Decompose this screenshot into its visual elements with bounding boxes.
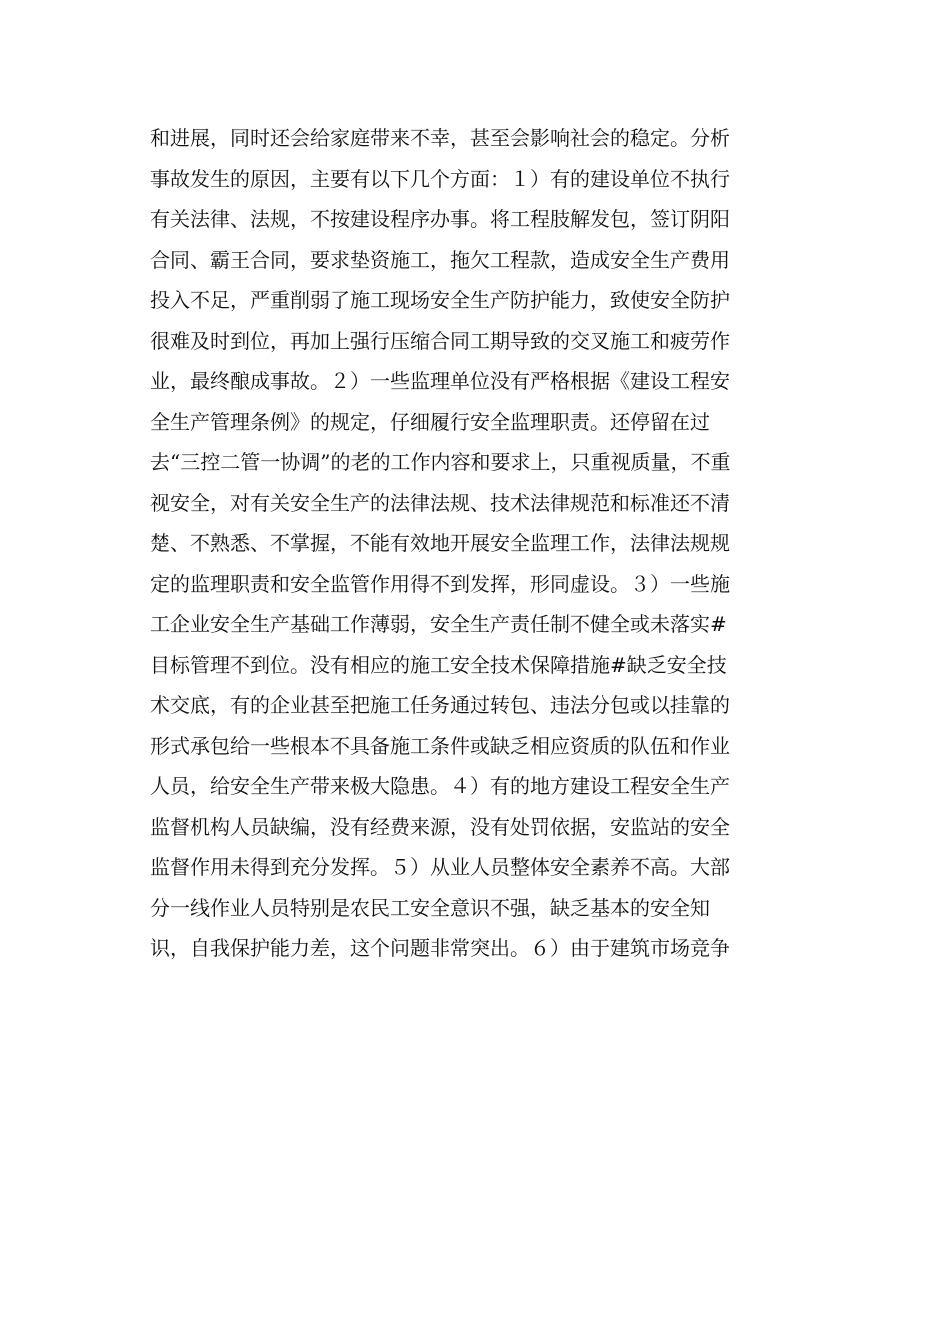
text-line-6: 很难及时到位，再加上强行压缩合同工期导致的交叉施工和疲劳作 bbox=[150, 328, 730, 353]
body-text bbox=[150, 118, 810, 969]
text-line-11: 楚、不熟悉、不掌握，不能有效地开展安全监理工作，法律法规规 bbox=[150, 531, 730, 555]
text-line-19: 监督作用未得到充分发挥。５）从业人员整体安全素养不高。大部 bbox=[150, 855, 730, 879]
text-line-1: 和进展，同时还会给家庭带来不幸，甚至会影响社会的稳定。分析 bbox=[150, 126, 730, 150]
text-line-13: 工企业安全生产基础工作薄弱，安全生产责任制不健全或未落实# bbox=[150, 612, 727, 636]
text-line-10: 视安全，对有关安全生产的法律法规、技术法律规范和标准还不清 bbox=[150, 490, 730, 515]
text-line-4: 合同、霸王合同，要求垫资施工，拖欠工程款，造成安全生产费用 bbox=[150, 247, 730, 272]
text-line-12: 定的监理职责和安全监管作用得不到发挥，形同虚设。３）一些施 bbox=[150, 571, 730, 596]
text-line-15: 术交底，有的企业甚至把施工任务通过转包、违法分包或以挂靠的 bbox=[150, 693, 730, 717]
text-line-2: 事故发生的原因，主要有以下几个方面：１）有的建设单位不执行 bbox=[150, 166, 730, 191]
text-line-17: 人员，给安全生产带来极大隐患。４）有的地方建设工程安全生产 bbox=[150, 774, 730, 798]
text-line-8: 全生产管理条例》的规定，仔细履行安全监理职责。还停留在过 bbox=[150, 409, 710, 434]
text-line-7: 业，最终酿成事故。２）一些监理单位没有严格根据《建设工程安 bbox=[150, 369, 730, 393]
text-line-3: 有关法律、法规，不按建设程序办事。将工程肢解发包，签订阴阳 bbox=[150, 207, 730, 231]
text-line-18: 监督机构人员缺编，没有经费来源，没有处罚依据，安监站的安全 bbox=[150, 814, 730, 839]
text-line-20: 分一线作业人员特别是农民工安全意识不强，缺乏基本的安全知 bbox=[150, 895, 710, 920]
text-line-14: 目标管理不到位。没有相应的施工安全技术保障措施#缺乏安全技 bbox=[150, 652, 727, 677]
text-line-5: 投入不足，严重削弱了施工现场安全生产防护能力，致使安全防护 bbox=[150, 288, 730, 312]
text-line-9: 去“三控二管一协调”的老的工作内容和要求上，只重视质量，不重 bbox=[150, 450, 731, 474]
text-line-16: 形式承包给一些根本不具备施工条件或缺乏相应资质的队伍和作业 bbox=[150, 733, 730, 758]
text-line-21: 识，自我保护能力差，这个问题非常突出。６）由于建筑市场竞争 bbox=[150, 936, 730, 960]
